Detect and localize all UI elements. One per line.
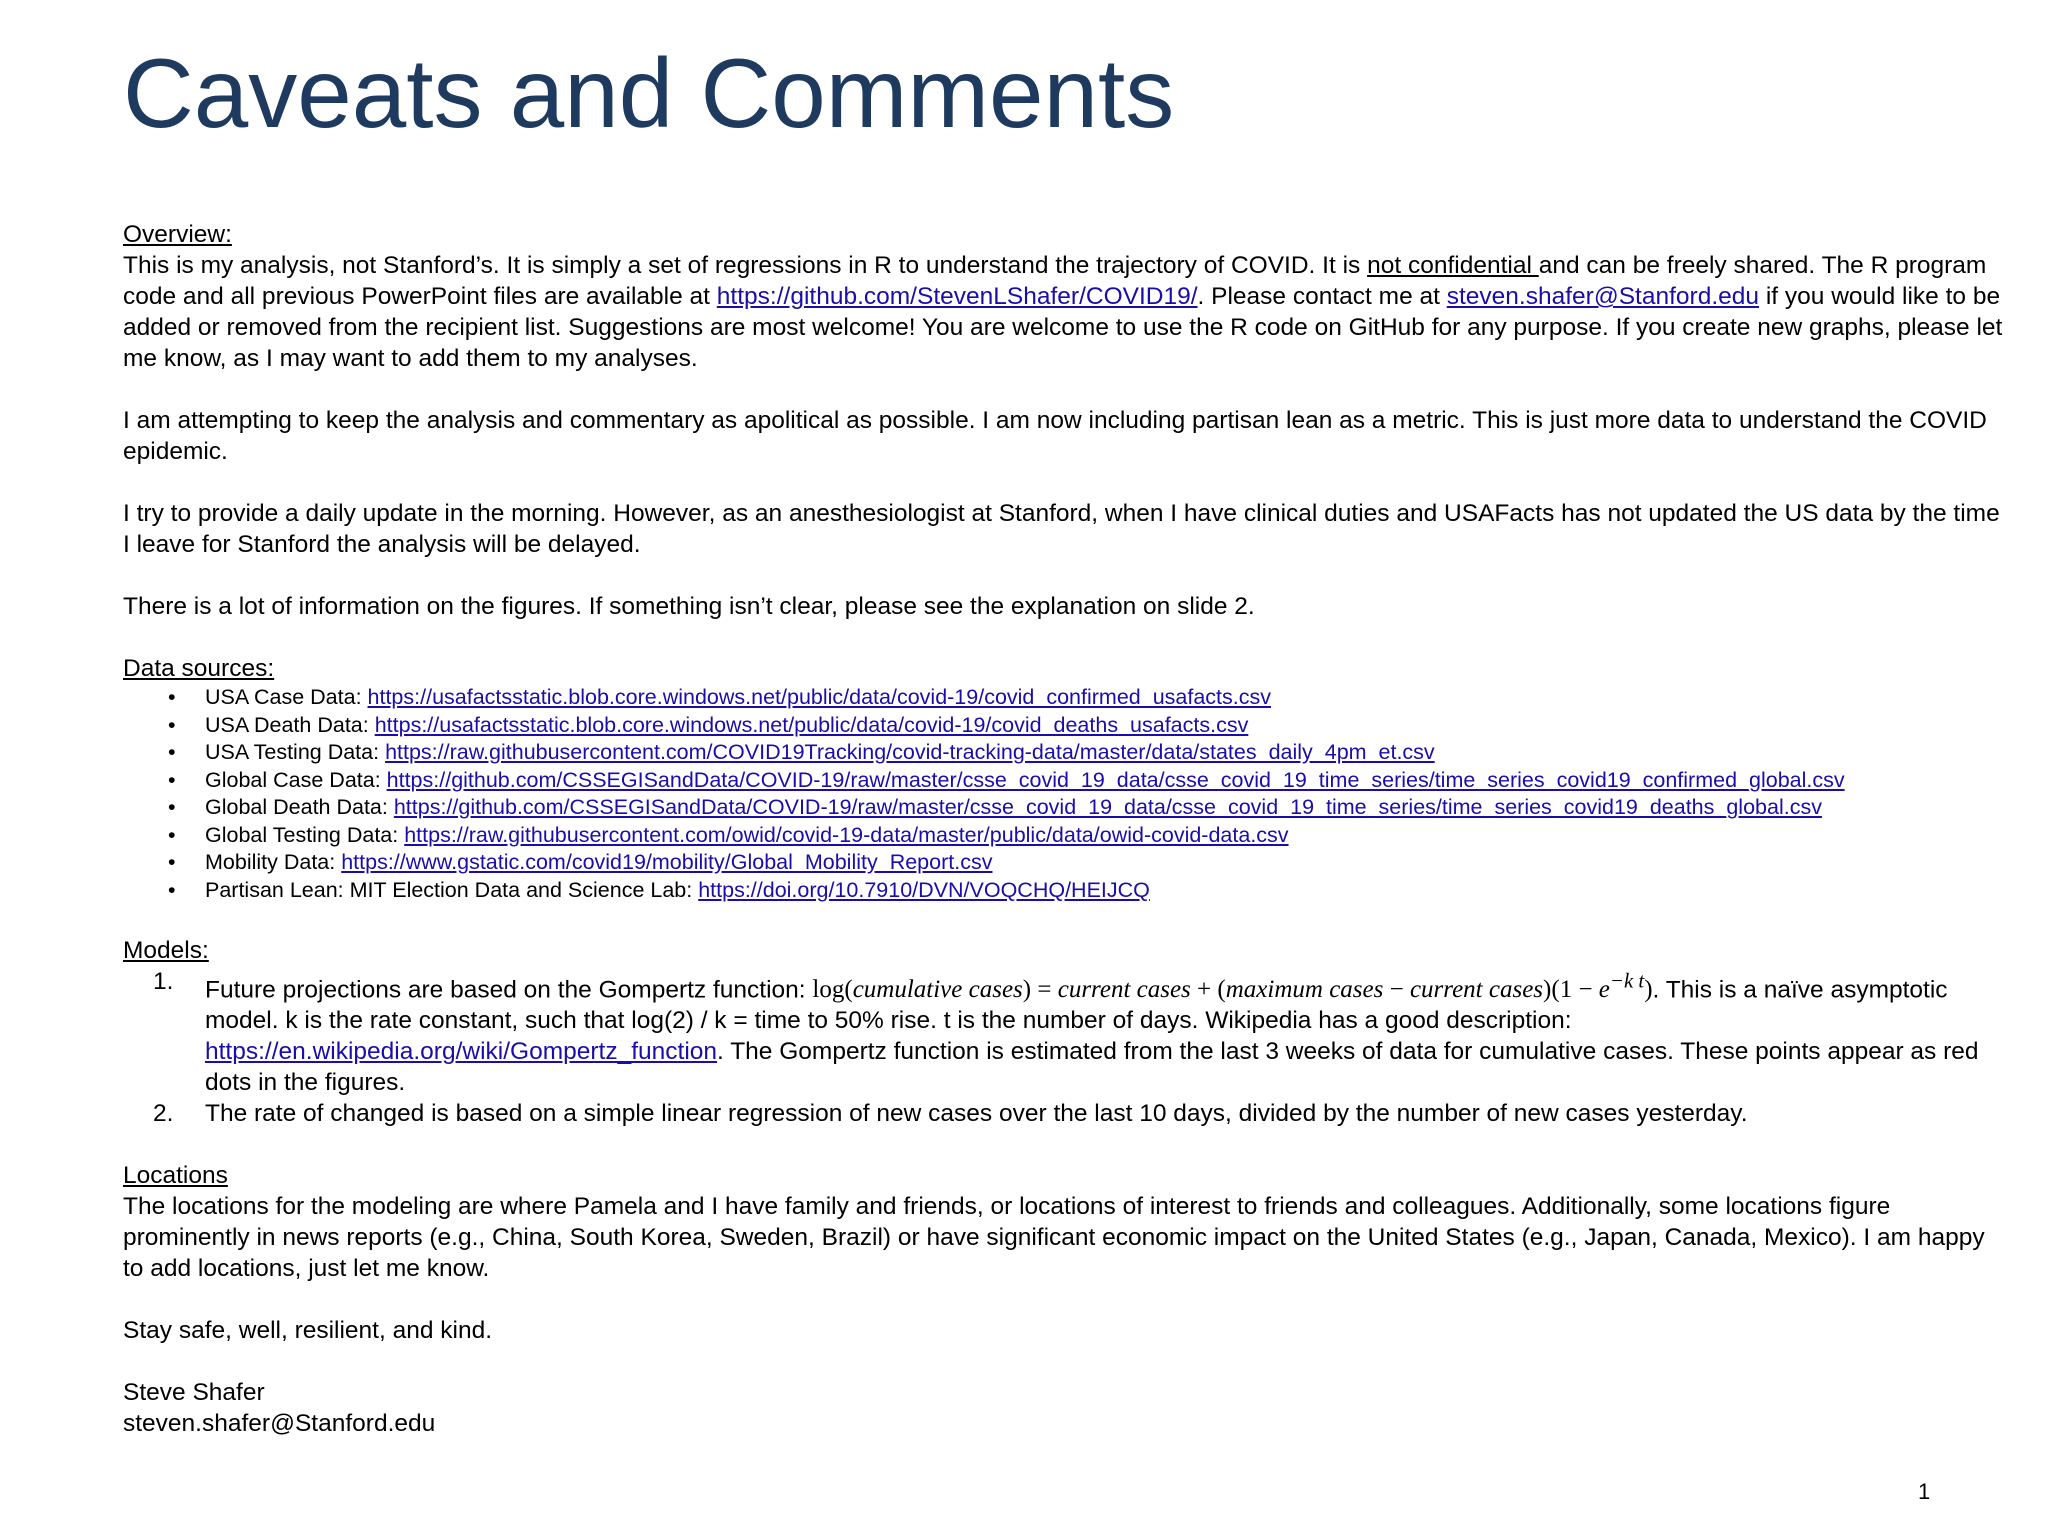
spacer	[123, 560, 2003, 591]
locations-heading: Locations	[123, 1162, 228, 1190]
spacer	[123, 1346, 2003, 1377]
data-source-link[interactable]: https://raw.githubusercontent.com/owid/covid-19-data/master/public/data/owid-covid-data.csv	[404, 822, 1289, 847]
email-link[interactable]: steven.shafer@Stanford.edu	[1446, 283, 1760, 310]
model-item	[123, 966, 2003, 1098]
locations-paragraph: The locations for the modeling are where Pamela and I have family and friends, or locations of interest to friends and colleagues. Additionally, some locations figure prominently in news reports (e.g., China, South Korea, Sweden, Brazil) or have significant economic impact on the United States (e.g., Japan, Canada, Mexico). I am happy to add locations, just let me know.	[123, 1193, 1985, 1283]
overview-heading: Overview:	[123, 221, 232, 248]
signature-name: Steve Shafer	[123, 1379, 265, 1407]
overview-paragraph-1	[123, 250, 2003, 374]
slide-title: Caveats and Comments	[123, 38, 1175, 148]
data-sources-heading: Data sources:	[123, 655, 275, 682]
formula-minus: −	[1383, 976, 1410, 1004]
github-link[interactable]: https://github.com/StevenLShafer/COVID19/	[716, 283, 1198, 310]
overview-text-2: and can be freely shared. The R program code and all previous PowerPoint files are available at	[123, 252, 1987, 310]
spacer	[123, 1284, 2003, 1315]
data-source-label: USA Death Data:	[205, 712, 375, 737]
data-source-label: USA Testing Data:	[205, 740, 386, 764]
data-source-item	[123, 767, 2003, 795]
data-source-link[interactable]: https://doi.org/10.7910/DVN/VOQCHQ/HEIJCQ	[698, 877, 1150, 902]
formula-current: current cases	[1057, 976, 1191, 1004]
spacer	[123, 374, 2003, 405]
spacer	[123, 1129, 2003, 1160]
data-source-item	[123, 794, 2003, 822]
model-text: . This is a naïve asymptotic model. k is the rate constant, such that log(2) / k = time to 50% rise. t is the number of days. Wikipedia has a good description:	[205, 976, 1948, 1035]
overview-paragraph-3: I try to provide a daily update in the morning. However, as an anesthesiologist at Stanford, when I have clinical duties and USAFacts has not updated the US data by the time I leave for Stanford the analysis will be delayed.	[123, 500, 2000, 558]
data-source-label: USA Case Data:	[205, 685, 368, 709]
formula-plus: +	[1190, 976, 1218, 1004]
list-number: 2.	[153, 1100, 174, 1128]
data-source-link[interactable]: https://raw.githubusercontent.com/COVID19Tracking/covid-tracking-data/master/data/states_daily_4pm_et.csv	[385, 740, 1435, 764]
model-text: . The Gompertz function is estimated from the last 3 weeks of data for cumulative cases. These points appear as red dots in the figures.	[205, 1038, 1979, 1097]
data-source-label: Mobility Data:	[205, 850, 342, 874]
data-source-item	[123, 849, 2003, 877]
formula-e: e	[1598, 976, 1610, 1004]
data-source-link[interactable]: https://github.com/CSSEGISandData/COVID-19/raw/master/csse_covid_19_data/csse_covid_19_time_series/time_series_covid19_deaths_global.csv	[393, 795, 1822, 819]
not-confidential-text: not confidential	[1367, 252, 1539, 279]
wikipedia-link[interactable]: https://en.wikipedia.org/wiki/Gompertz_function	[205, 1038, 718, 1066]
data-source-label: Global Death Data:	[205, 795, 394, 819]
overview-paragraph-4: There is a lot of information on the figures. If something isn’t clear, please see the explanation on slide 2.	[123, 593, 1255, 620]
slide-content	[123, 219, 2003, 1439]
data-source-link[interactable]: https://github.com/CSSEGISandData/COVID-19/raw/master/csse_covid_19_data/csse_covid_19_time_series/time_series_covid19_confirmed_global.csv	[386, 767, 1845, 792]
formula-one-minus: 1 −	[1559, 976, 1599, 1004]
data-source-label: Global Testing Data:	[205, 822, 405, 847]
formula-exponent: −k t	[1609, 969, 1645, 993]
data-source-label: Partisan Lean: MIT Election Data and Science Lab:	[205, 877, 699, 902]
data-source-link[interactable]: https://usafactsstatic.blob.core.windows.net/public/data/covid-19/covid_deaths_usafacts.csv	[374, 712, 1249, 737]
formula-cumulative: cumulative cases	[852, 976, 1023, 1004]
data-source-link[interactable]: https://usafactsstatic.blob.core.windows.net/public/data/covid-19/covid_confirmed_usafacts.csv	[367, 685, 1271, 709]
overview-paragraph-2: I am attempting to keep the analysis and commentary as apolitical as possible. I am now including partisan lean as a metric. This is just more data to understand the COVID epidemic.	[123, 407, 1987, 465]
overview-text-4: if you would like to be added or removed from the recipient list. Suggestions are most welcome! You are welcome to use the R code on GitHub for any purpose. If you create new graphs, please let me know, as I may want to add them to my analyses.	[123, 283, 2003, 372]
closing-line: Stay safe, well, resilient, and kind.	[123, 1317, 493, 1345]
data-source-item	[123, 877, 2003, 905]
data-source-link[interactable]: https://www.gstatic.com/covid19/mobility/Global_Mobility_Report.csv	[341, 850, 993, 874]
model-text: Future projections are based on the Gompertz function:	[205, 976, 813, 1004]
models-list	[123, 966, 2003, 1129]
spacer	[123, 467, 2003, 498]
formula-maximum: maximum cases	[1225, 976, 1384, 1004]
data-source-label: Global Case Data:	[205, 767, 387, 792]
model-text: The rate of changed is based on a simple linear regression of new cases over the last 10 days, divided by the number of new cases yesterday.	[205, 1100, 1748, 1128]
model-item	[123, 1098, 2003, 1129]
gompertz-formula: log(cumulative cases) = current cases + (maximum cases − current cases)(1 − $e^{-k t}$)	[812, 969, 1653, 1004]
spacer	[123, 904, 2003, 935]
data-source-item	[123, 739, 2003, 767]
signature-email: steven.shafer@Stanford.edu	[123, 1410, 436, 1438]
page-number: 1	[1918, 1479, 1931, 1504]
data-source-item	[123, 712, 2003, 740]
models-heading: Models:	[123, 937, 209, 964]
data-source-item	[123, 684, 2003, 712]
data-sources-list	[123, 684, 2003, 904]
spacer	[123, 622, 2003, 653]
overview-text-3: . Please contact me at	[1197, 283, 1447, 310]
formula-log: log	[812, 976, 845, 1004]
formula-equals: =	[1031, 976, 1058, 1004]
formula-current-2: current cases	[1409, 976, 1544, 1004]
data-source-item	[123, 822, 2003, 850]
list-number: 1.	[153, 968, 174, 995]
overview-text-1: This is my analysis, not Stanford’s. It is simply a set of regressions in R to understand the trajectory of COVID. It is	[123, 252, 1368, 279]
